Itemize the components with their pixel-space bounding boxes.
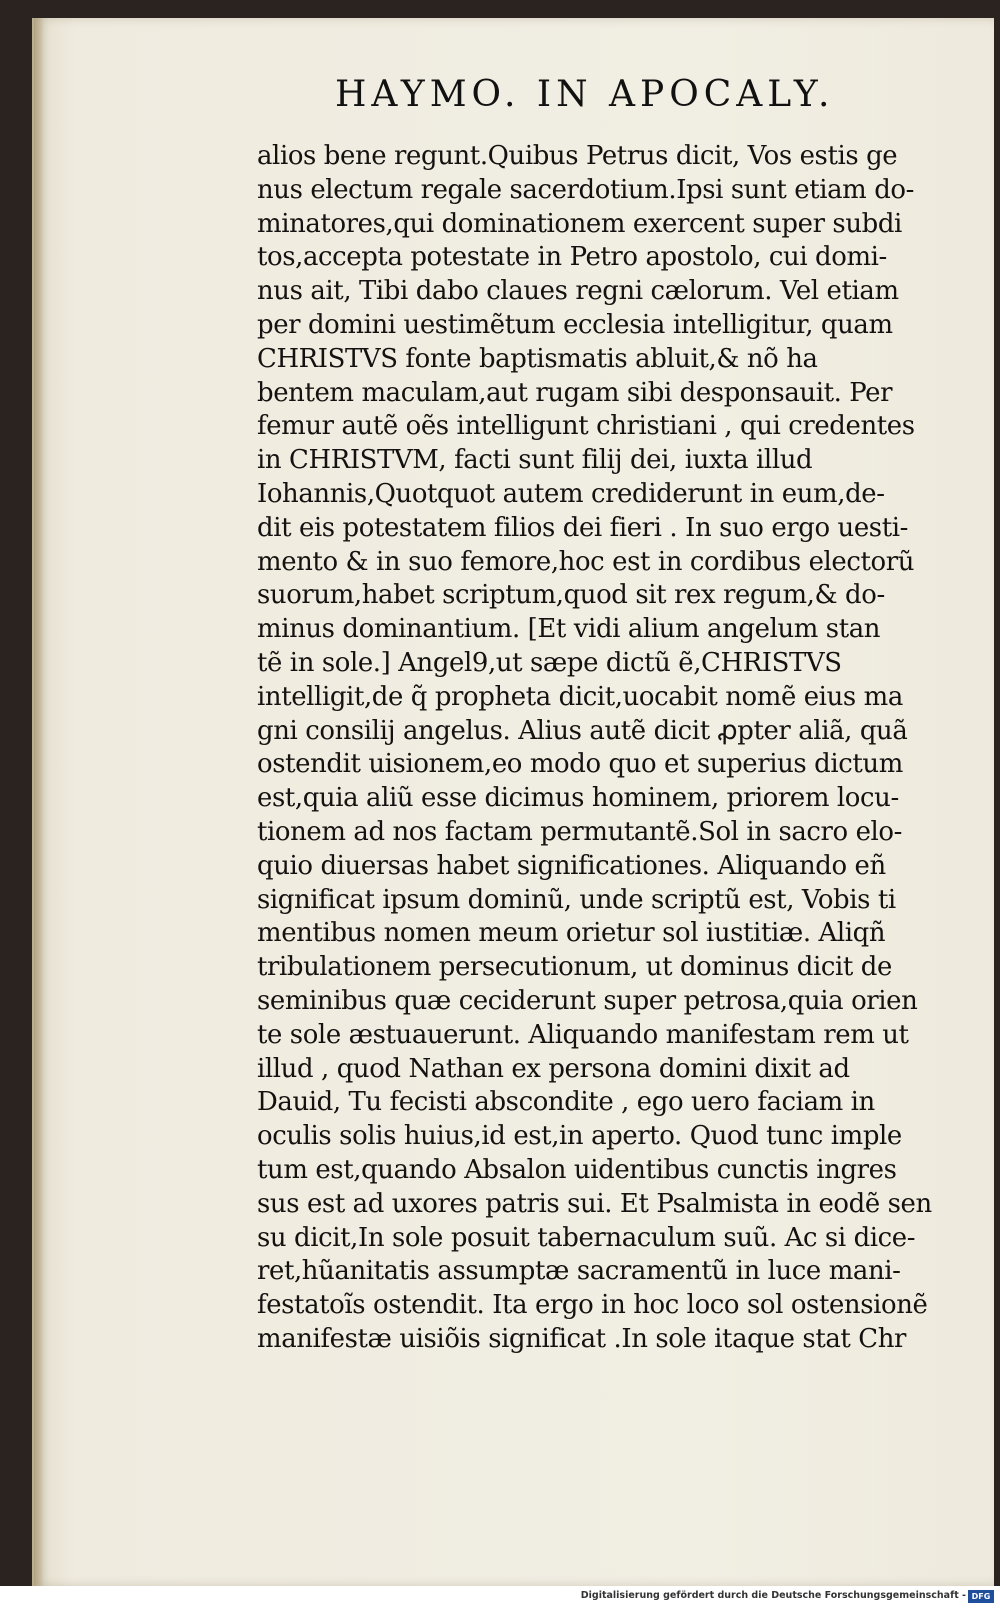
text-line: intelligit,de q̃ propheta dicit,uocabit nomẽ eius ma (257, 681, 903, 712)
text-line: manifestæ uisiõis significat .In sole itaque stat Chr (257, 1323, 907, 1354)
text-line: tum est,quando Absalon uidentibus cunctis ingres (257, 1154, 897, 1185)
text-line: tos,accepta potestate in Petro apostolo, cui domi- (257, 242, 887, 273)
text-line: nus ait, Tibi dabo claues regni cælorum. Vel etiam (257, 276, 899, 307)
text-line: Iohannis,Quotquot autem crediderunt in eum,de- (257, 478, 885, 509)
footer-credit: Digitalisierung gefördert durch die Deutsche Forschungsgemeinschaft - (580, 1590, 966, 1601)
text-line: mentibus nomen meum orietur sol iustitiæ. Aliqñ (257, 918, 886, 949)
text-line: tionem ad nos factam permutantẽ.Sol in sacro elo- (257, 816, 903, 847)
text-line: nus electum regale sacerdotium.Ipsi sunt etiam do- (257, 174, 915, 205)
text-line: seminibus quæ ceciderunt super petrosa,quia orien (257, 985, 918, 1016)
body-text (257, 140, 997, 1357)
text-line: dit eis potestatem filios dei fieri . In suo ergo uesti- (257, 512, 908, 543)
text-line: minus dominantium. [Et vidi alium angelum stan (257, 614, 881, 645)
text-line: suorum,habet scriptum,quod sit rex regum,& do- (257, 580, 885, 611)
text-line: alios bene regunt.Quibus Petrus dicit, Vos estis ge (257, 141, 898, 171)
text-line: su dicit,In sole posuit tabernaculum suũ. Ac si dice- (257, 1222, 916, 1253)
text-line: in CHRISTVM, facti sunt filij dei, iuxta illud (257, 445, 813, 476)
running-head: HAYMO. IN APOCALY. (335, 74, 835, 115)
text-line: femur autẽ oẽs intelligunt christiani , qui credentes (257, 411, 915, 442)
text-line: tribulationem persecutionum, ut dominus dicit de (257, 952, 892, 983)
text-line: gni consilij angelus. Alius autẽ dicit ꝓpter aliã, quã (257, 715, 908, 746)
text-line: tẽ in sole.] Angel9,ut sæpe dictũ ẽ,CHRISTVS (257, 647, 842, 678)
text-line: ostendit uisionem,eo modo quo et superius dictum (257, 749, 903, 780)
footer-bar (0, 1586, 1000, 1608)
dfg-logo-icon[interactable]: DFG (968, 1590, 994, 1603)
text-line: Dauid, Tu fecisti abscondite , ego uero faciam in (257, 1087, 875, 1118)
text-line: oculis solis huius,id est,in aperto. Quod tunc imple (257, 1121, 902, 1152)
text-line: sus est ad uxores patris sui. Et Psalmista in eodẽ sen (257, 1188, 932, 1219)
book-page (32, 18, 994, 1586)
text-line: festatoĩs ostendit. Ita ergo in hoc loco sol ostensionẽ (257, 1290, 928, 1321)
text-line: per domini uestimẽtum ecclesia intelligitur, quam (257, 309, 893, 340)
text-line: est,quia aliũ esse dicimus hominem, priorem locu- (257, 783, 899, 814)
text-line: bentem maculam,aut rugam sibi desponsauit. Per (257, 377, 893, 408)
text-line: significat ipsum dominũ, unde scriptũ est, Vobis ti (257, 884, 896, 915)
text-line: CHRISTVS fonte baptismatis abluit,& nõ ha (257, 343, 818, 374)
text-line: mento & in suo femore,hoc est in cordibus electorũ (257, 546, 915, 577)
text-line: te sole æstuauerunt. Aliquando manifestam rem ut (257, 1019, 909, 1050)
text-line: quio diuersas habet significationes. Aliquando eñ (257, 850, 886, 881)
text-line: illud , quod Nathan ex persona domini dixit ad (257, 1053, 850, 1084)
text-line: minatores,qui dominationem exercent super subdi (257, 208, 902, 239)
text-line: ret,hũanitatis assumptæ sacramentũ in luce mani- (257, 1256, 901, 1287)
